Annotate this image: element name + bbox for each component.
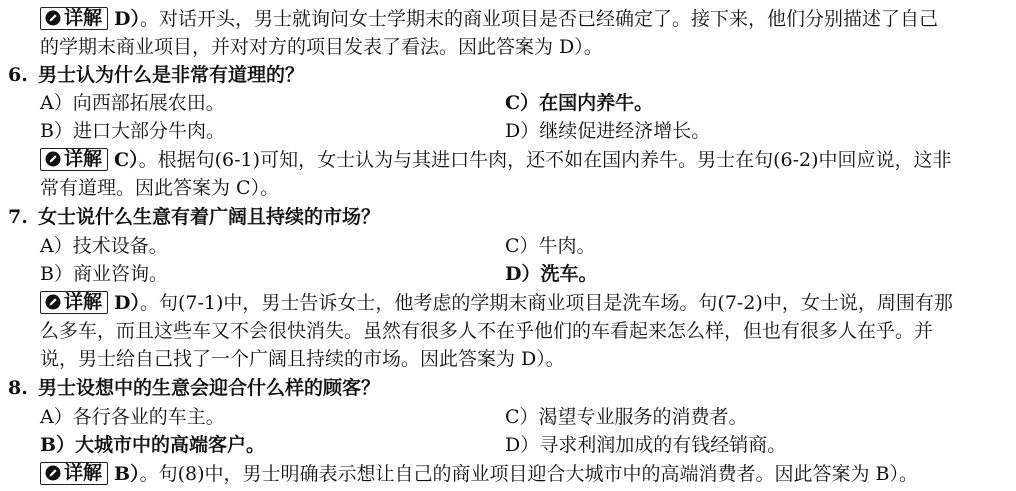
option-6-d: D）继续促进经济增长。 xyxy=(505,120,711,142)
question-text: 女士说什么生意有着广阔且持续的市场？ xyxy=(38,206,381,228)
explanation-text: 。句(8)中，男士明确表示想让自己的商业项目迎合大城市中的高端消费者。因此答案为 B）。 xyxy=(139,463,918,485)
explanation-8-line-1 xyxy=(40,461,1016,487)
option-8-d: D）寻求利润加成的有钱经销商。 xyxy=(505,434,787,456)
question-6 xyxy=(8,62,1016,88)
question-8 xyxy=(8,375,1016,401)
question-text: 男士设想中的生意会迎合什么样的顾客？ xyxy=(38,377,381,399)
option-7-c: C）牛肉。 xyxy=(505,235,596,257)
explanation-text: 。对话开头，男士就询问女士学期末的商业项目是否已经确定了。接下来，他们分别描述了自己 xyxy=(140,8,939,30)
pencil-icon xyxy=(45,10,61,26)
explanation-7-line-2: 么多车，而且这些车又不会很快消失。虽然有很多人不在乎他们的车看起来怎么样，但也有很多人在乎。并 xyxy=(40,320,934,342)
answer-letter: B） xyxy=(114,463,140,485)
explanation-6-line-1 xyxy=(40,147,1016,173)
explanation-text: 。根据句(6-1)可知，女士认为与其进口牛肉，还不如在国内养牛。男士在句(6-2)中回应说，这非 xyxy=(138,149,952,171)
explanation-5-line-1 xyxy=(40,6,1016,32)
answer-letter: D） xyxy=(114,292,140,314)
explanation-tag: 详解 xyxy=(40,291,108,314)
pencil-icon xyxy=(45,465,61,481)
explanation-tag: 详解 xyxy=(40,462,108,485)
explanation-6-line-2: 常有道理。因此答案为 C）。 xyxy=(40,177,280,199)
question-number: 6. xyxy=(8,64,28,86)
option-8-b: B）大城市中的高端客户。 xyxy=(40,434,266,456)
pencil-icon xyxy=(45,294,61,310)
option-6-b: B）进口大部分牛肉。 xyxy=(40,120,225,142)
option-6-c: C）在国内养牛。 xyxy=(505,92,654,114)
explanation-tag: 详解 xyxy=(40,7,108,30)
explanation-5-line-2: 的学期末商业项目，并对对方的项目发表了看法。因此答案为 D）。 xyxy=(40,36,603,58)
question-7 xyxy=(8,204,1016,230)
option-7-a: A）技术设备。 xyxy=(40,235,168,257)
pencil-icon xyxy=(45,151,61,167)
option-6-a: A）向西部拓展农田。 xyxy=(40,92,225,114)
explanation-tag: 详解 xyxy=(40,148,108,171)
explanation-7-line-3: 说，男士给自己找了一个广阔且持续的市场。因此答案为 D）。 xyxy=(40,348,565,370)
answer-letter: C） xyxy=(114,149,139,171)
option-8-a: A）各行各业的车主。 xyxy=(40,406,225,428)
question-text: 男士认为什么是非常有道理的？ xyxy=(38,64,305,86)
option-8-c: C）渴望专业服务的消费者。 xyxy=(505,406,748,428)
question-number: 8. xyxy=(8,377,28,399)
question-number: 7. xyxy=(8,206,28,228)
explanation-text: 。句(7-1)中，男士告诉女士，他考虑的学期末商业项目是洗车场。句(7-2)中，女士说，周围有那 xyxy=(140,292,953,314)
answer-letter: D） xyxy=(114,8,140,30)
explanation-7-line-1 xyxy=(40,290,1016,316)
option-7-d: D）洗车。 xyxy=(505,263,598,285)
option-7-b: B）商业咨询。 xyxy=(40,263,168,285)
